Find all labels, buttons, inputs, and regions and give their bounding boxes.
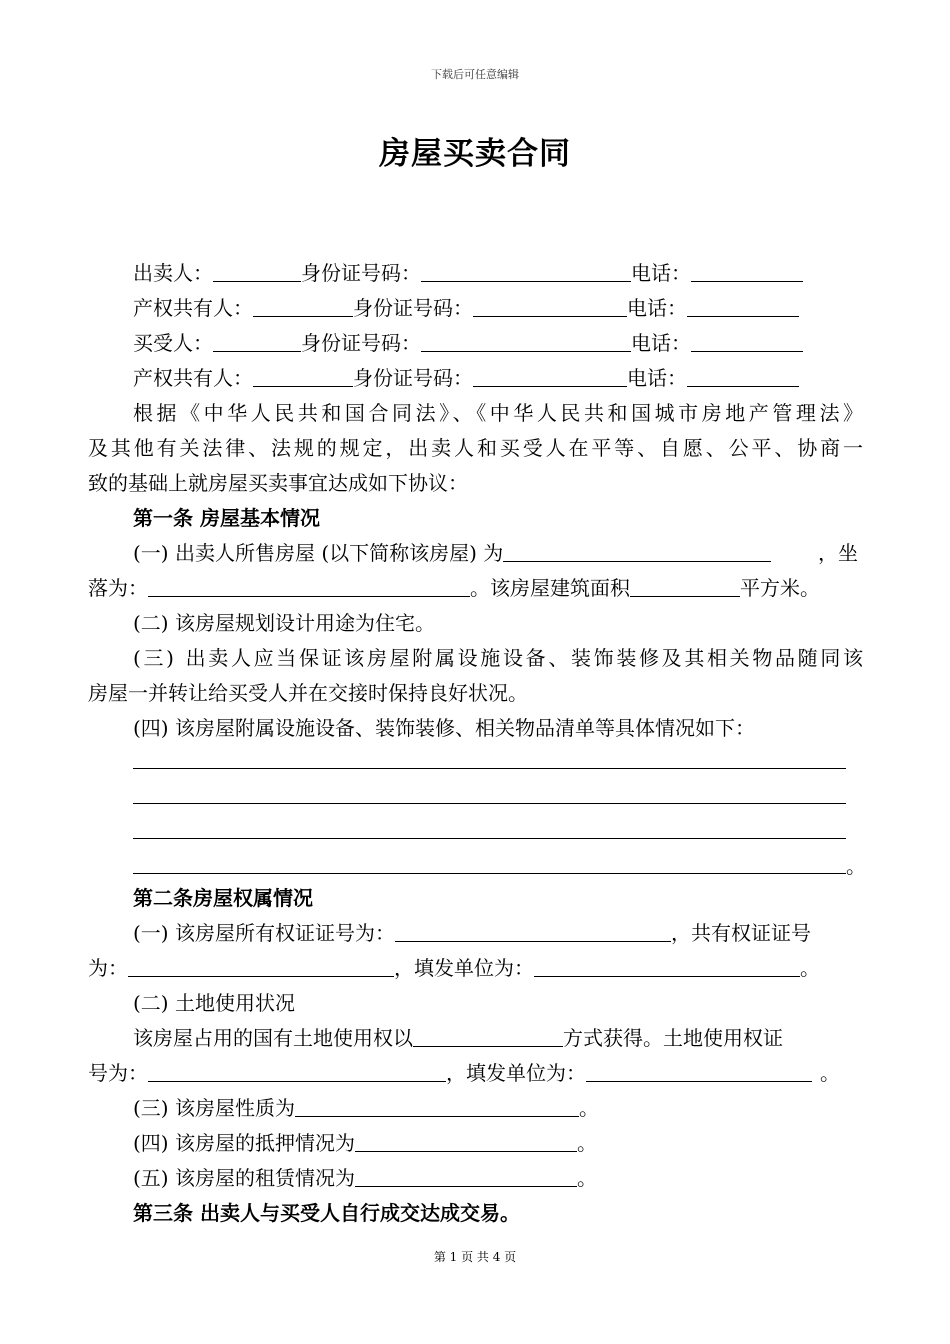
- lease-blank[interactable]: [355, 1166, 577, 1187]
- page-title: 房屋买卖合同: [379, 136, 571, 172]
- item-text: 。: [578, 1096, 599, 1120]
- item-text: 。该房屋建筑面积: [470, 576, 630, 600]
- list-end-mark: 。: [846, 854, 866, 878]
- id-label: 身份证号码：: [301, 331, 421, 355]
- party-role: 出卖人：: [133, 261, 213, 285]
- item-text: (五) 该房屋的租赁情况为: [133, 1166, 355, 1190]
- page-number: 第 1 页 共 4 页: [433, 1250, 517, 1264]
- article-1-item-1-tail: ，坐: [818, 541, 858, 565]
- item-text: (一) 出卖人所售房屋 (以下简称该房屋) 为: [133, 541, 504, 565]
- article-1-item-1-line-2: [88, 574, 820, 602]
- name-blank[interactable]: [253, 296, 353, 317]
- id-label: 身份证号码：: [301, 261, 421, 285]
- phone-blank[interactable]: [691, 331, 803, 352]
- phone-blank[interactable]: [691, 261, 803, 282]
- id-blank[interactable]: [473, 366, 627, 387]
- item-text: ，填发单位为：: [446, 1061, 586, 1085]
- item-text: 该房屋占用的国有土地使用权以: [133, 1026, 413, 1050]
- intro-line-3: 致的基础上就房屋买卖事宜达成如下协议：: [88, 471, 468, 495]
- party-role: 买受人：: [133, 331, 213, 355]
- mortgage-blank[interactable]: [355, 1131, 577, 1152]
- party-role: 产权共有人：: [133, 296, 253, 320]
- intro-text: 根据《中华人民共和国合同法》、《中华人民共和国城市房地产管理法》: [133, 401, 867, 425]
- article-2-item-4: [133, 1129, 597, 1157]
- issuing-unit-blank[interactable]: [534, 956, 800, 977]
- article-3-heading: 第三条 出卖人与买受人自行成交达成交易。: [133, 1201, 520, 1225]
- phone-blank[interactable]: [687, 296, 799, 317]
- coowner-certificate-blank[interactable]: [128, 956, 394, 977]
- intro-line-2: [88, 434, 866, 462]
- header-note: 下载后可任意编辑: [431, 68, 519, 81]
- phone-label: 电话：: [631, 331, 691, 355]
- name-blank[interactable]: [213, 331, 301, 352]
- id-blank[interactable]: [473, 296, 627, 317]
- item-text: 。: [820, 1061, 840, 1085]
- phone-label: 电话：: [627, 296, 687, 320]
- house-blank[interactable]: [503, 541, 771, 562]
- fill-in-line[interactable]: [133, 873, 846, 874]
- phone-label: 电话：: [627, 366, 687, 390]
- item-text: 平方米。: [740, 576, 820, 600]
- fill-in-line[interactable]: [133, 768, 846, 769]
- phone-blank[interactable]: [687, 366, 799, 387]
- name-blank[interactable]: [253, 366, 353, 387]
- phone-label: 电话：: [631, 261, 691, 285]
- area-blank[interactable]: [630, 576, 740, 597]
- party-role: 产权共有人：: [133, 366, 253, 390]
- intro-text: 及其他有关法律、法规的规定，出卖人和买受人在平等、自愿、公平、协商一: [88, 436, 866, 460]
- party-buyer: [133, 329, 803, 357]
- item-text: 方式获得。土地使用权证: [563, 1026, 783, 1050]
- article-2-item-3: [133, 1094, 599, 1122]
- item-text: 。: [576, 1166, 597, 1190]
- id-blank[interactable]: [421, 261, 631, 282]
- item-text: 。: [576, 1131, 597, 1155]
- article-1-item-3: [133, 644, 866, 672]
- acquisition-method-blank[interactable]: [413, 1026, 563, 1047]
- fill-in-line[interactable]: [133, 838, 846, 839]
- item-text: ，共有权证证号: [670, 921, 811, 945]
- property-nature-blank[interactable]: [295, 1096, 579, 1117]
- item-text: 为：: [88, 956, 128, 980]
- article-2-item-2: (二) 土地使用状况: [133, 991, 295, 1015]
- fill-in-line[interactable]: [133, 803, 846, 804]
- article-1-item-1: [133, 539, 771, 567]
- article-1-item-4: (四) 该房屋附属设施设备、装饰装修、相关物品清单等具体情况如下：: [133, 716, 755, 740]
- article-2-land-line-2: [88, 1059, 840, 1087]
- article-1-item-2: (二) 该房屋规划设计用途为住宅。: [133, 611, 435, 635]
- party-buyer-coowner: [133, 364, 799, 392]
- item-text: (一) 该房屋所有权证证号为：: [133, 921, 395, 945]
- id-label: 身份证号码：: [353, 296, 473, 320]
- article-2-heading: 第二条房屋权属情况: [133, 886, 313, 910]
- item-text: 。: [800, 956, 820, 980]
- intro-line-1: [133, 399, 867, 427]
- item-text: ，填发单位为：: [394, 956, 534, 980]
- name-blank[interactable]: [213, 261, 301, 282]
- item-text: (四) 该房屋的抵押情况为: [133, 1131, 355, 1155]
- item-text: (三) 出卖人应当保证该房屋附属设施设备、装饰装修及其相关物品随同该: [133, 646, 866, 670]
- item-text: 号为：: [88, 1061, 148, 1085]
- id-blank[interactable]: [421, 331, 631, 352]
- article-2-item-1: [133, 919, 811, 947]
- certificate-number-blank[interactable]: [395, 921, 671, 942]
- article-1-item-3-line-2: 房屋一并转让给买受人并在交接时保持良好状况。: [88, 681, 528, 705]
- land-certificate-blank[interactable]: [148, 1061, 446, 1082]
- issuing-unit-blank[interactable]: [586, 1061, 812, 1082]
- article-2-item-5: [133, 1164, 597, 1192]
- party-seller: [133, 259, 803, 287]
- item-text: 落为：: [88, 576, 148, 600]
- article-2-item-1-line-2: [88, 954, 820, 982]
- id-label: 身份证号码：: [353, 366, 473, 390]
- item-text: (三) 该房屋性质为: [133, 1096, 295, 1120]
- article-1-heading: 第一条 房屋基本情况: [133, 506, 320, 530]
- location-blank[interactable]: [148, 576, 470, 597]
- party-seller-coowner: [133, 294, 799, 322]
- article-2-land-line-1: [133, 1024, 783, 1052]
